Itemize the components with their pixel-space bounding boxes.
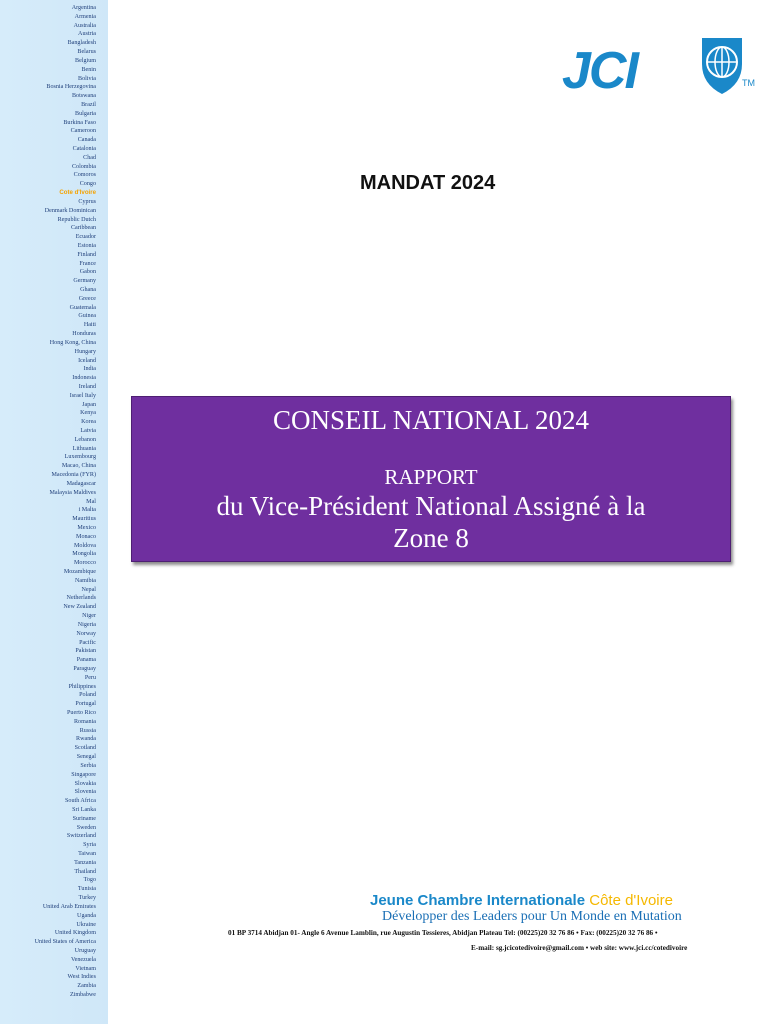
country-item: Morocco — [74, 560, 96, 567]
country-item: Scotland — [74, 745, 96, 752]
jci-logo — [562, 30, 762, 100]
country-item: Slovenia — [74, 789, 96, 796]
country-item: Paraguay — [73, 665, 96, 672]
footer-org-country: Côte d'Ivoire — [589, 892, 673, 909]
country-item: Haiti — [83, 322, 96, 329]
country-item: Cameroon — [70, 128, 96, 135]
country-item: West Indies — [67, 974, 96, 981]
banner-line-2: Zone 8 — [393, 523, 469, 553]
country-item: Guatemala — [69, 304, 96, 311]
country-item: i Malta — [78, 507, 96, 514]
country-item: Armenia — [74, 13, 96, 20]
country-item: Niger — [82, 613, 96, 620]
country-item: Macao, China — [61, 463, 96, 470]
country-item: Botswana — [71, 93, 96, 100]
country-item: Colombia — [71, 163, 96, 170]
country-item: Senegal — [76, 754, 96, 761]
country-item: Lebanon — [74, 436, 96, 443]
country-item: Burkina Faso — [63, 119, 96, 126]
country-item: Nigeria — [77, 621, 96, 628]
country-item: Ukraine — [76, 921, 96, 928]
country-item: Korea — [81, 419, 96, 426]
country-item: Honduras — [72, 331, 96, 338]
country-item: Mexico — [77, 524, 96, 531]
country-item: Netherlands — [66, 595, 96, 602]
country-item: Austria — [78, 31, 96, 38]
country-item: Syria — [83, 842, 96, 849]
country-item: Iceland — [78, 357, 96, 364]
country-item: India — [83, 366, 96, 373]
country-item: Tanzania — [74, 859, 96, 866]
country-item: Ireland — [78, 383, 96, 390]
country-item: Chad — [83, 154, 96, 161]
country-item: Pakistan — [75, 648, 96, 655]
country-item: Cote d'Ivoire — [59, 189, 96, 197]
country-item: Catalonia — [72, 146, 96, 152]
country-item: Australia — [73, 22, 96, 29]
country-item: Moldova — [73, 542, 96, 549]
country-item: Sweden — [76, 824, 96, 831]
country-item: Zambia — [77, 983, 96, 990]
country-item: Ghana — [80, 287, 96, 293]
country-item: Togo — [83, 877, 96, 884]
country-item: Zimbabwe — [69, 992, 96, 998]
country-item: Thailand — [74, 868, 96, 875]
title-banner — [131, 396, 731, 562]
country-item: Uganda — [77, 912, 96, 919]
banner-title: CONSEIL NATIONAL 2024 — [273, 405, 589, 435]
country-item: Turkey — [78, 895, 96, 902]
country-item: Portugal — [75, 701, 96, 708]
trademark-label: TM — [742, 78, 755, 88]
country-item: Gabon — [79, 269, 96, 276]
country-item: Russia — [79, 727, 96, 734]
country-item: Philippines — [68, 683, 96, 690]
country-item: Romania — [73, 718, 96, 725]
country-item: Singapore — [71, 771, 96, 778]
country-item: Bangladesh — [67, 40, 96, 47]
country-item: Mal — [86, 498, 96, 505]
country-item: United Kingdom — [54, 930, 96, 937]
footer-contact: E-mail: sg.jcicotedivoire@gmail.com • web site: www.jci.cc/cotedivoire — [471, 944, 688, 952]
country-item: Vietnam — [75, 965, 96, 972]
country-item: Sri Lanka — [72, 806, 96, 813]
country-item: Norway — [76, 630, 96, 637]
country-item: Latvia — [80, 428, 96, 434]
country-item: Israel Italy — [69, 392, 96, 399]
country-item: Greece — [78, 295, 96, 302]
country-item: Bosnia Herzegovina — [46, 84, 96, 91]
country-item: Mongolia — [72, 551, 96, 558]
country-item: Poland — [79, 692, 96, 699]
country-item: Estonia — [77, 242, 96, 249]
country-item: Pacific — [79, 639, 96, 646]
country-item: Luxembourg — [64, 454, 96, 461]
country-item: Argentina — [71, 5, 96, 11]
country-item: Serbia — [80, 762, 96, 769]
country-item: Puerto Rico — [67, 710, 96, 716]
country-item: Venezuela — [70, 956, 96, 963]
country-item: Finland — [77, 251, 96, 258]
country-item: Switzerland — [66, 833, 96, 840]
country-item: Indonesia — [72, 375, 96, 382]
country-item: Madagascar — [66, 480, 96, 487]
country-item: Republic Dutch — [57, 216, 96, 223]
country-item: Rwanda — [76, 736, 96, 743]
footer-slogan: Développer des Leaders pour Un Monde en Mutation — [382, 909, 682, 924]
country-item: Lithuania — [72, 445, 96, 452]
jci-logo-text: JCI — [562, 42, 637, 100]
country-item: Comoros — [73, 172, 96, 179]
country-item: Bulgaria — [75, 110, 96, 117]
country-item: Belgium — [75, 57, 96, 64]
country-item: Malaysia Maldives — [49, 489, 96, 496]
country-item: Denmark Dominican — [44, 207, 96, 214]
country-item: Nepal — [81, 586, 96, 593]
country-item: Hong Kong, China — [49, 339, 96, 346]
country-item: Uruguay — [74, 947, 96, 954]
country-item: Mauritius — [72, 516, 96, 523]
country-item: South Africa — [65, 798, 96, 805]
footer-address: 01 BP 3714 Abidjan 01- Angle 6 Avenue Lamblin, rue Augustin Tessieres, Abidjan Plateau Tel: (00225)20 32 76 86 • Fax: (00225)20 32 76 86 • — [228, 929, 658, 937]
country-item: Mozambique — [63, 569, 96, 575]
country-item: Tunisia — [77, 886, 96, 893]
country-item: Slovakia — [74, 780, 96, 787]
country-item: Ecuador — [75, 234, 96, 241]
country-item: Hungary — [74, 348, 96, 355]
mandat-heading: MANDAT 2024 — [360, 172, 496, 194]
country-item: Suriname — [72, 815, 96, 822]
country-item: Japan — [82, 401, 96, 408]
footer-org-name: Jeune Chambre Internationale — [370, 892, 586, 909]
country-item: New Zealand — [63, 604, 96, 611]
country-item: Taiwan — [78, 851, 96, 857]
country-item: Panama — [76, 657, 96, 664]
country-item: Caribbean — [70, 225, 96, 232]
country-item: Peru — [84, 674, 96, 681]
country-item: Canada — [77, 137, 96, 144]
country-item: Congo — [79, 181, 96, 188]
country-item: Kenya — [80, 410, 96, 417]
banner-line-1: du Vice-Président National Assigné à la — [216, 491, 646, 521]
country-item: Macedonia (FYR) — [51, 472, 96, 479]
country-item: Brazil — [81, 101, 96, 108]
country-item: France — [79, 260, 96, 267]
country-item: Bolivia — [78, 75, 96, 82]
country-item: United States of America — [34, 939, 96, 946]
country-item: Monaco — [76, 533, 96, 540]
globe-shield-icon — [702, 38, 742, 94]
country-item: United Arab Emirates — [42, 903, 96, 910]
banner-subtitle: RAPPORT — [384, 465, 478, 489]
country-item: Cyprus — [78, 198, 96, 205]
country-item: Belarus — [77, 49, 96, 56]
country-item: Namibia — [75, 577, 96, 584]
country-item: Guinea — [78, 313, 96, 320]
country-list-sidebar — [0, 0, 108, 1024]
footer-organization — [370, 892, 673, 909]
country-item: Germany — [73, 278, 96, 285]
country-item: Benin — [81, 66, 96, 73]
